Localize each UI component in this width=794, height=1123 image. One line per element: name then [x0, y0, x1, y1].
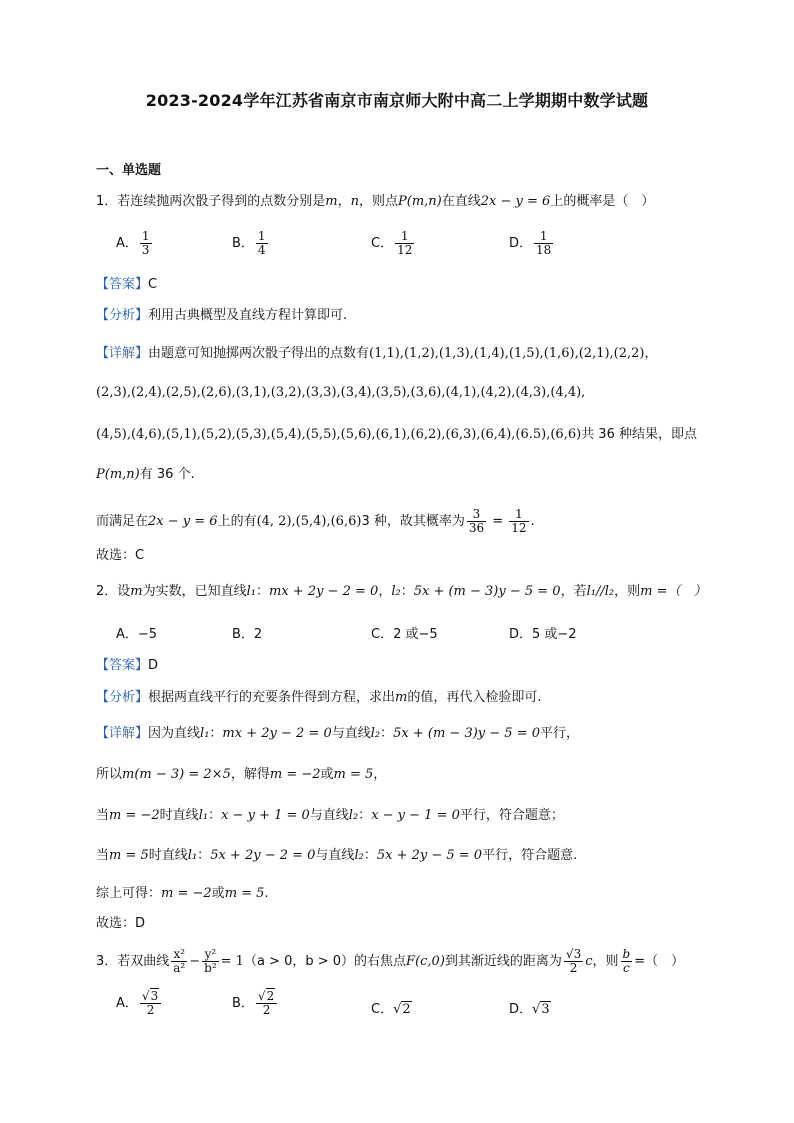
answer-value: C [148, 277, 158, 292]
q1-detail-line-3 [96, 425, 697, 445]
frac-x2-a2: $\frac{\text{x²}}{\text{a²}}$ [173, 947, 186, 975]
q3-option-a: A． $\frac{√3}{2}$ [116, 990, 163, 1017]
detail-label: 【详解】 [96, 346, 149, 361]
q2-detail-line-3: 当m = −2时直线l₁：x − y + 1 = 0与直线l₂：x − y − 1 = 0平行，符合题意； [96, 808, 564, 823]
option-fraction: $\frac{1}{12}$ [397, 229, 413, 257]
q1-var-n: n [350, 194, 359, 209]
analysis-text: 利用古典概型及直线方程计算即可. [148, 308, 348, 323]
q1-detail-line-5: 而满足在2x − y = 6上的有(4, 2),(5,4),(6,6)3 种，故其概率为 $\frac{3}{36}$ = $\frac{1}{12}$ . [96, 507, 535, 535]
option-fraction: $\frac{1}{3}$ [141, 229, 150, 257]
q1-stem-text-b: ，则点 [359, 194, 399, 209]
q2-answer [96, 656, 158, 676]
q1-stem-text-c: 在直线 [441, 194, 481, 209]
q1-var-m: m [325, 194, 338, 209]
eq-l2: 5x + (m − 3)y − 5 = 0 [413, 584, 561, 599]
detail-text: 3 种，故其概率为 [361, 514, 465, 529]
question-2-stem: 2．设m为实数，已知直线l₁：mx + 2y − 2 = 0，l₂：5x + (m − 3)y − 5 = 0，若l₁//l₂，则m =（ ） [96, 584, 707, 599]
q1-stem-text-d: 上的概率是（ ） [550, 194, 655, 209]
q1-line-eq: 2x − y = 6 [480, 194, 551, 209]
q2-detail-line-2: 所以m(m − 3) = 2×5，解得m = −2或m = 5， [96, 767, 387, 782]
q2-choose: 故选：D [96, 916, 146, 931]
probability-fraction: $\frac{3}{36}$ [468, 507, 485, 535]
option-fraction: $\frac{1}{4}$ [257, 229, 266, 257]
q1-point: P(m,n) [398, 194, 442, 209]
answer-value: D [148, 658, 159, 673]
analysis-label: 【分析】 [96, 690, 149, 705]
q3-condition: （a > 0，b > 0） [243, 954, 355, 969]
section-heading: 一、单选题 [96, 163, 162, 178]
option-fraction: $\frac{1}{18}$ [536, 229, 552, 257]
q1-analysis [96, 306, 347, 326]
detail-text: 共 36 种结果，即点 [581, 427, 697, 442]
analysis-label: 【分析】 [96, 308, 149, 323]
detail-text: 而满足在 [96, 514, 149, 529]
option-letter: C． [371, 236, 394, 251]
eq-l1: mx + 2y − 2 = 0 [269, 584, 379, 599]
q1-option-d [509, 230, 555, 257]
points-list: (2,3),(2,4),(2,5),(2,6),(3,1),(3,2),(3,3),(3,4),(3,5),(3,6),(4,1),(4,2),(4,3),(4,4), [96, 385, 586, 400]
option-letter: D． [509, 236, 533, 251]
parallel-cond: l₁//l₂ [586, 584, 615, 599]
page-title: 2023-2024学年江苏省南京市南京师大附中高二上学期期中数学试题 [145, 91, 649, 110]
frac-b-c: $\frac{b}{c}$ [622, 947, 631, 975]
option-letter: B． [232, 236, 254, 251]
points-list: (4,5),(4,6),(5,1),(5,2),(5,3),(5,4),(5,5),(5,6),(6,1),(6,2),(6,3),(6,4),(6.5),(6,6) [96, 427, 582, 442]
detail-label: 【详解】 [96, 726, 149, 741]
option-letter: A． [116, 236, 138, 251]
q1-option-c [371, 230, 416, 257]
line-eq: 2x − y = 6 [148, 514, 218, 529]
q1-answer [96, 275, 157, 295]
q1-choose: 故选：C [96, 548, 145, 563]
q2-option-a: A．−5 [116, 627, 158, 642]
q1-option-b [232, 230, 270, 257]
detail-text: 上的有 [217, 514, 257, 529]
q1-sep: ， [337, 194, 351, 209]
question-1-stem [96, 192, 654, 212]
question-3-stem: 3．若双曲线 $\frac{\text{x²}}{\text{a²}}$ − $\frac{\text{y²}}{\text{b²}}$ = 1（a > 0，b > 0）的右焦点F(c,0)到其渐近线的距离为 $\frac{√3}{2}$ c，则 $\frac{b}{c}$ =（ ） [96, 947, 685, 975]
q2-var-m: m [130, 584, 143, 599]
q1-detail-line-1 [96, 344, 658, 364]
q2-option-c: C．2 或−5 [371, 627, 438, 642]
q1-stem-text: 1．若连续抛两次骰子得到的点数分别是 [96, 194, 326, 209]
line-l1: l₁ [246, 584, 256, 599]
frac-y2-b2: $\frac{\text{y²}}{\text{b²}}$ [204, 947, 217, 975]
answer-label: 【答案】 [96, 277, 149, 292]
q2-summary: 综上可得：m = −2或m = 5. [96, 886, 269, 901]
q1-option-a [116, 230, 154, 257]
probability-fraction: $\frac{1}{12}$ [511, 507, 527, 535]
q1-detail-line-2 [96, 383, 585, 403]
detail-text: 由题意可知抛掷两次骰子得出的点数有 [148, 346, 370, 361]
frac-sqrt3-2: $\frac{√3}{2}$ [565, 947, 582, 975]
line-l2: l₂ [391, 584, 401, 599]
q2-detail-line-4: 当m = 5时直线l₁：5x + 2y − 2 = 0与直线l₂：5x + 2y − 5 = 0平行，符合题意. [96, 848, 578, 863]
q1-detail-line-4 [96, 465, 195, 485]
q2-option-d: D．5 或−2 [509, 627, 577, 642]
answer-label: 【答案】 [96, 658, 149, 673]
point-p: P(m,n) [96, 467, 140, 482]
points-list: (4, 2),(5,4),(6,6) [256, 514, 362, 529]
q2-detail-line-1: 【详解】因为直线l₁：mx + 2y − 2 = 0与直线l₂：5x + (m − 3)y − 5 = 0平行， [96, 726, 579, 741]
equals: = [488, 514, 508, 529]
q3-option-d: D．√3 [509, 1002, 550, 1017]
detail-text: 有 36 个. [139, 467, 195, 482]
q3-option-c: C．√2 [371, 1002, 411, 1017]
q2-option-b: B．2 [232, 627, 263, 642]
q2-analysis: 【分析】根据两直线平行的充要条件得到方程，求出m的值，再代入检验即可. [96, 690, 542, 705]
q3-option-b: B． $\frac{√2}{2}$ [232, 990, 279, 1017]
points-list: (1,1),(1,2),(1,3),(1,4),(1,5),(1,6),(2,1),(2,2)， [369, 346, 658, 361]
q3-focus: F(c,0) [406, 954, 445, 969]
